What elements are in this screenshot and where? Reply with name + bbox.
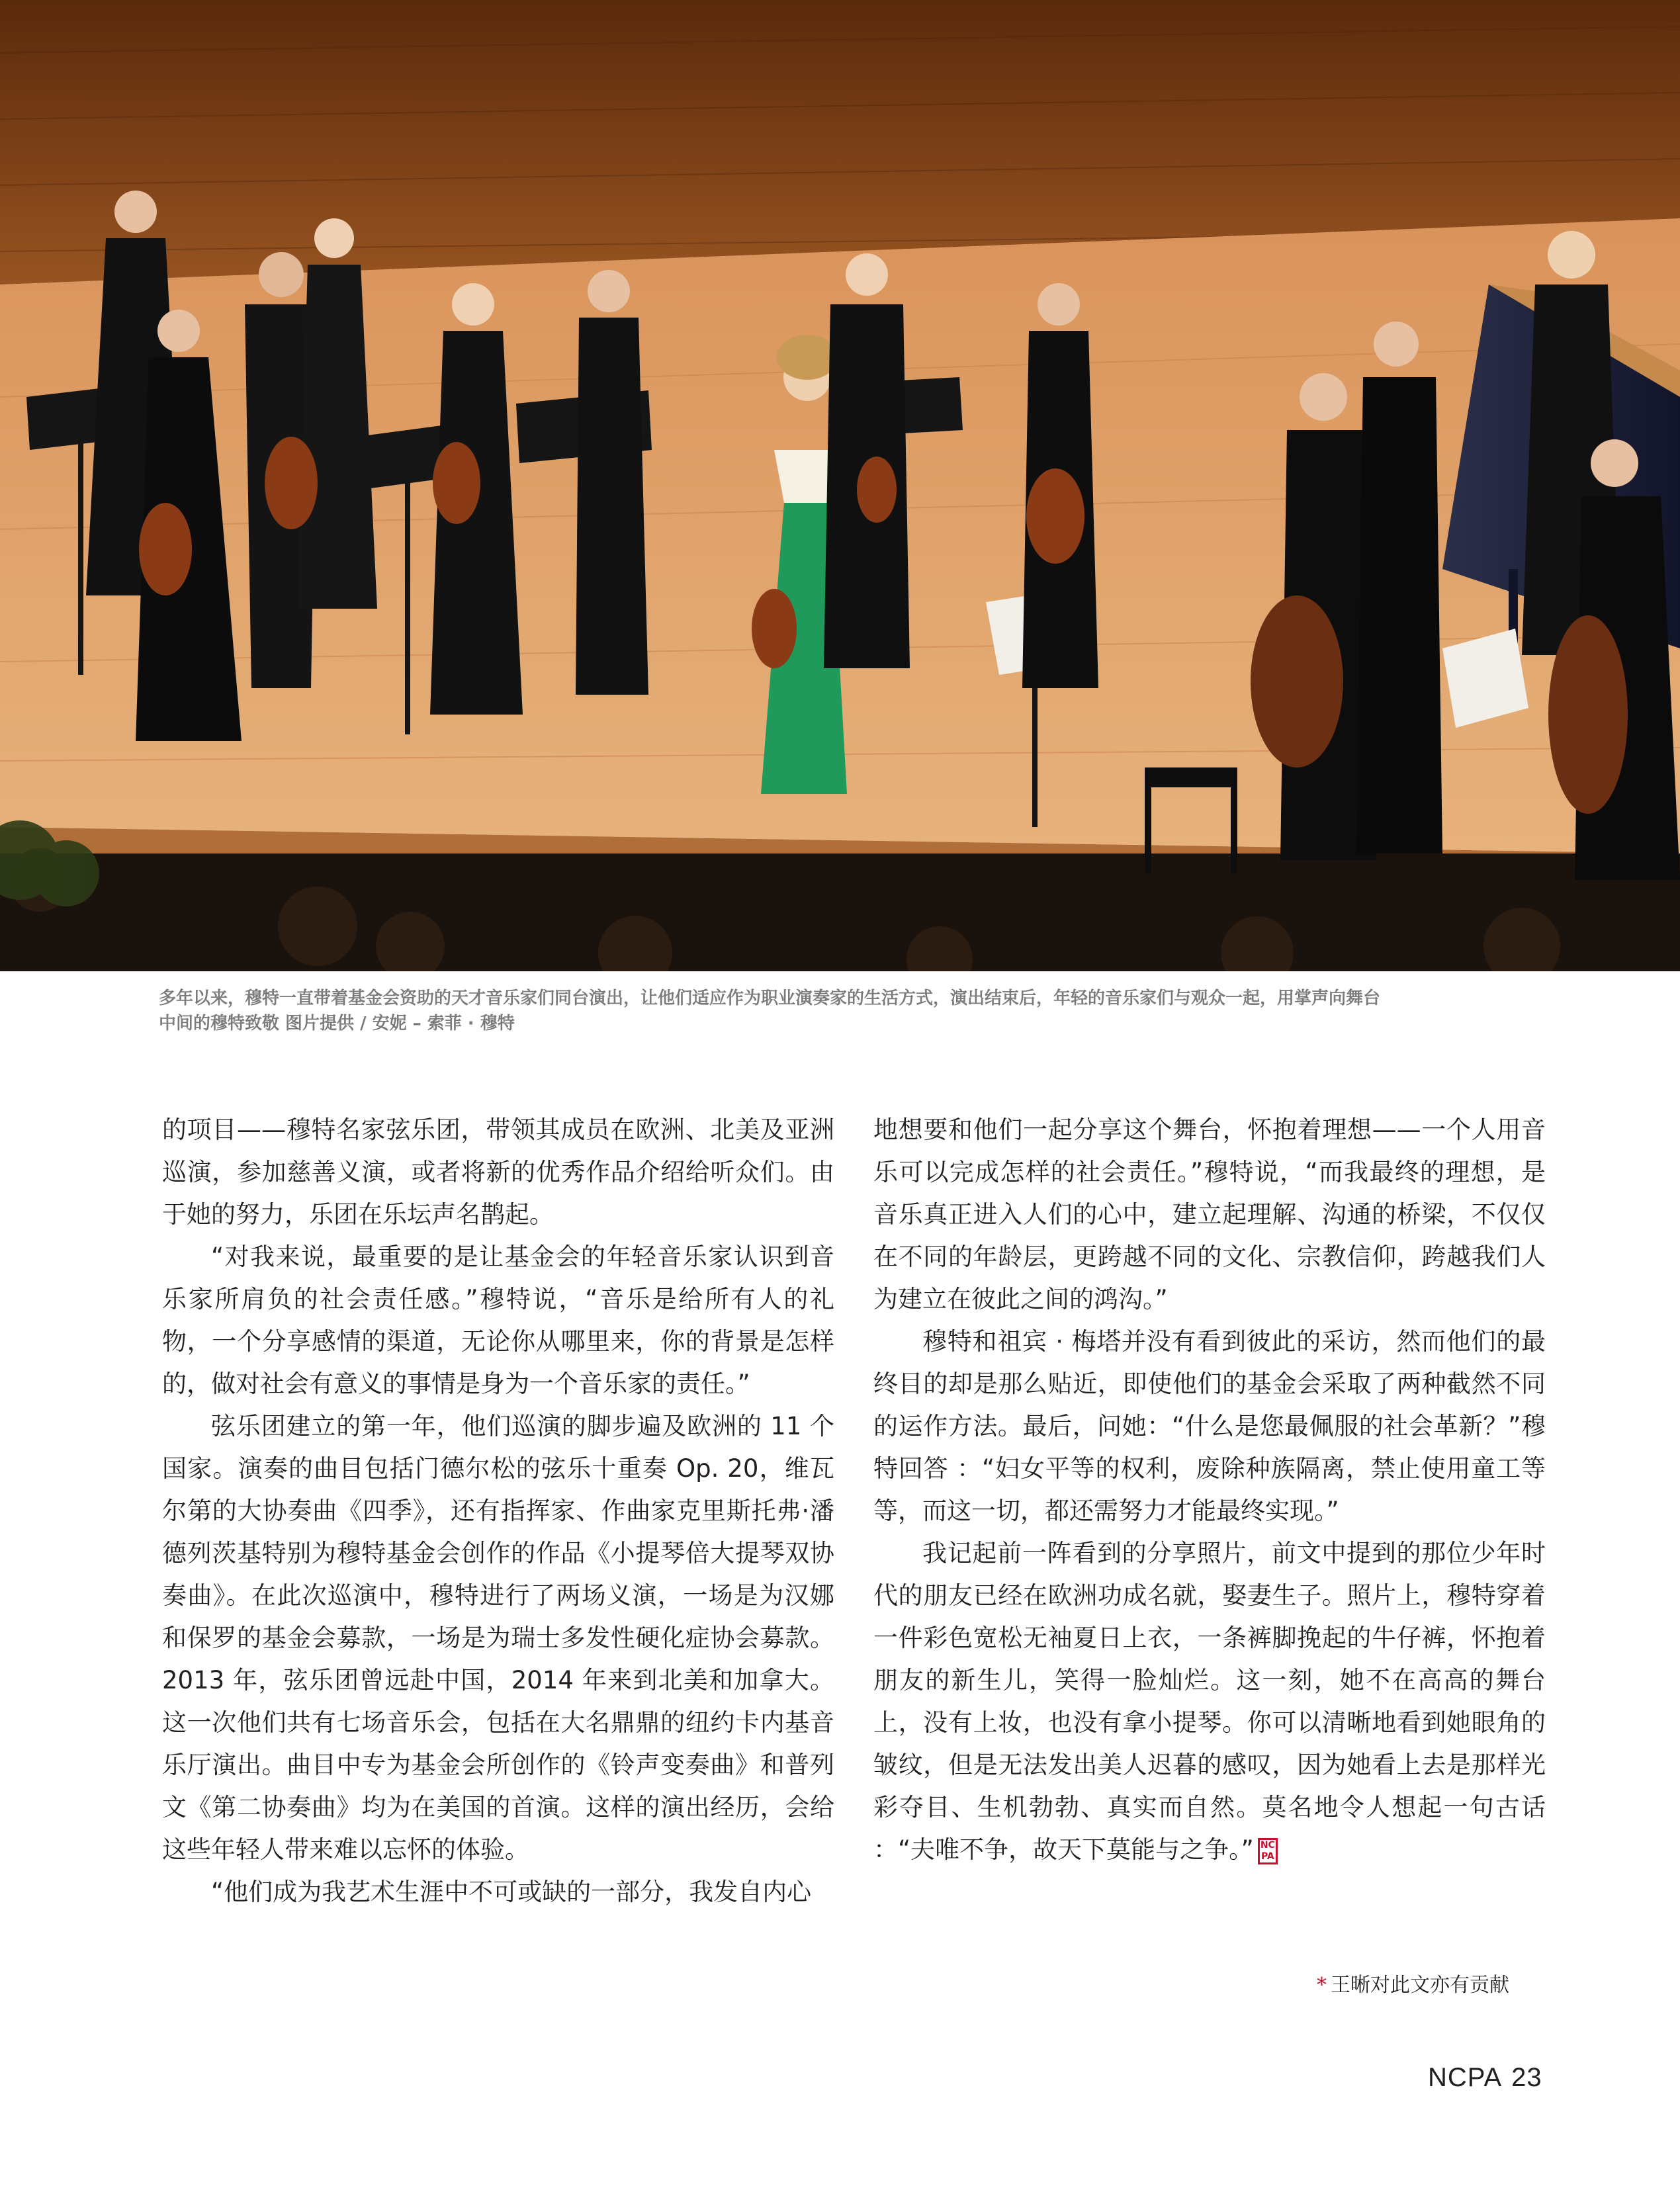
page-footer [1428,2063,1552,2093]
audience-area [0,853,1680,971]
credit-text: 王晰对此文亦有贡献 [1331,1974,1509,1997]
article-column-right [873,1109,1546,1871]
paragraph: 穆特和祖宾 · 梅塔并没有看到彼此的采访，然而他们的最终目的却是那么贴近，即使他们的基金会采取了两种截然不同的运作方法。最后，问她：“什么是您最佩服的社会革新？”穆特回答 ：“妇女平等的权利，废除种族隔离，禁止使用童工等等，而这一切，都还需努力才能最终实现。” [873,1327,1546,1525]
contribution-credit [1317,1968,1509,1997]
magazine-name: NCPA [1428,2063,1503,2092]
concert-photo-illustration [0,0,1680,971]
paragraph-final [873,1532,1546,1871]
page-number: 23 [1511,2063,1542,2092]
caption-line-1: 多年以来，穆特一直带着基金会资助的天才音乐家们同台演出，让他们适应作为职业演奏家的生活方式，演出结束后，年轻的音乐家们与观众一起，用掌声向舞台 [159,988,1381,1008]
credit-star-icon: * [1317,1974,1327,1997]
caption-line-2: 中间的穆特致敬 图片提供 / 安妮 – 索菲 · 穆特 [159,1014,515,1033]
paragraph-text: 我记起前一阵看到的分享照片，前文中提到的那位少年时代的朋友已经在欧洲功成名就，娶妻生子。照片上，穆特穿着一件彩色宽松无袖夏日上衣，一条裤脚挽起的牛仔裤，怀抱着朋友的新生儿，笑得一脸灿烂。这一刻，她不在高高的舞台上，没有上妆，也没有拿小提琴。你可以清晰地看到她眼角的皱纹，但是无法发出美人迟暮的感叹，因为她看上去是那样光彩夺目、生机勃勃、真实而自然。莫名地令人想起一句古话 ：“夫唯不争，故天下莫能与之争。” [873,1539,1546,1864]
photo-caption [159,986,1548,1036]
paragraph: “对我来说，最重要的是让基金会的年轻音乐家认识到音乐家所肩负的社会责任感。”穆特说，“音乐是给所有人的礼物，一个分享感情的渠道，无论你从哪里来，你的背景是怎样的，做对社会有意义的事情是身为一个音乐家的责任。” [162,1243,834,1398]
concert-photo [0,0,1680,971]
paragraph: 地想要和他们一起分享这个舞台，怀抱着理想——一个人用音乐可以完成怎样的社会责任。”穆特说，“而我最终的理想，是音乐真正进入人们的心中，建立起理解、沟通的桥梁，不仅仅在不同的年龄层，更跨越不同的文化、宗教信仰，跨越我们人为建立在彼此之间的鸿沟。” [873,1116,1546,1313]
paragraph: “他们成为我艺术生涯中不可或缺的一部分，我发自内心 [211,1878,812,1906]
paragraph: 的项目——穆特名家弦乐团，带领其成员在欧洲、北美及亚洲巡演，参加慈善义演，或者将新的优秀作品介绍给听众们。由于她的努力，乐团在乐坛声名鹊起。 [162,1116,834,1229]
ncpa-end-mark-icon: NC PA [1258,1838,1278,1864]
paragraph: 弦乐团建立的第一年，他们巡演的脚步遍及欧洲的 11 个国家。演奏的曲目包括门德尔松的弦乐十重奏 Op. 20，维瓦尔第的大协奏曲《四季》，还有指挥家、作曲家克里斯托弗·潘德列茨基特别为穆特基金会创作的作品《小提琴倍大提琴双协奏曲》。在此次巡演中，穆特进行了两场义演，一场是为汉娜和保罗的基金会募款，一场是为瑞士多发性硬化症协会募款。2013 年，弦乐团曾远赴中国，2014 年来到北美和加拿大。这一次他们共有七场音乐会，包括在大名鼎鼎的纽约卡内基音乐厅演出。曲目中专为基金会所创作的《铃声变奏曲》和普列文《第二协奏曲》均为在美国的首演。这样的演出经历，会给这些年轻人带来难以忘怀的体验。 [162,1412,834,1864]
article-column-left [162,1109,834,1913]
